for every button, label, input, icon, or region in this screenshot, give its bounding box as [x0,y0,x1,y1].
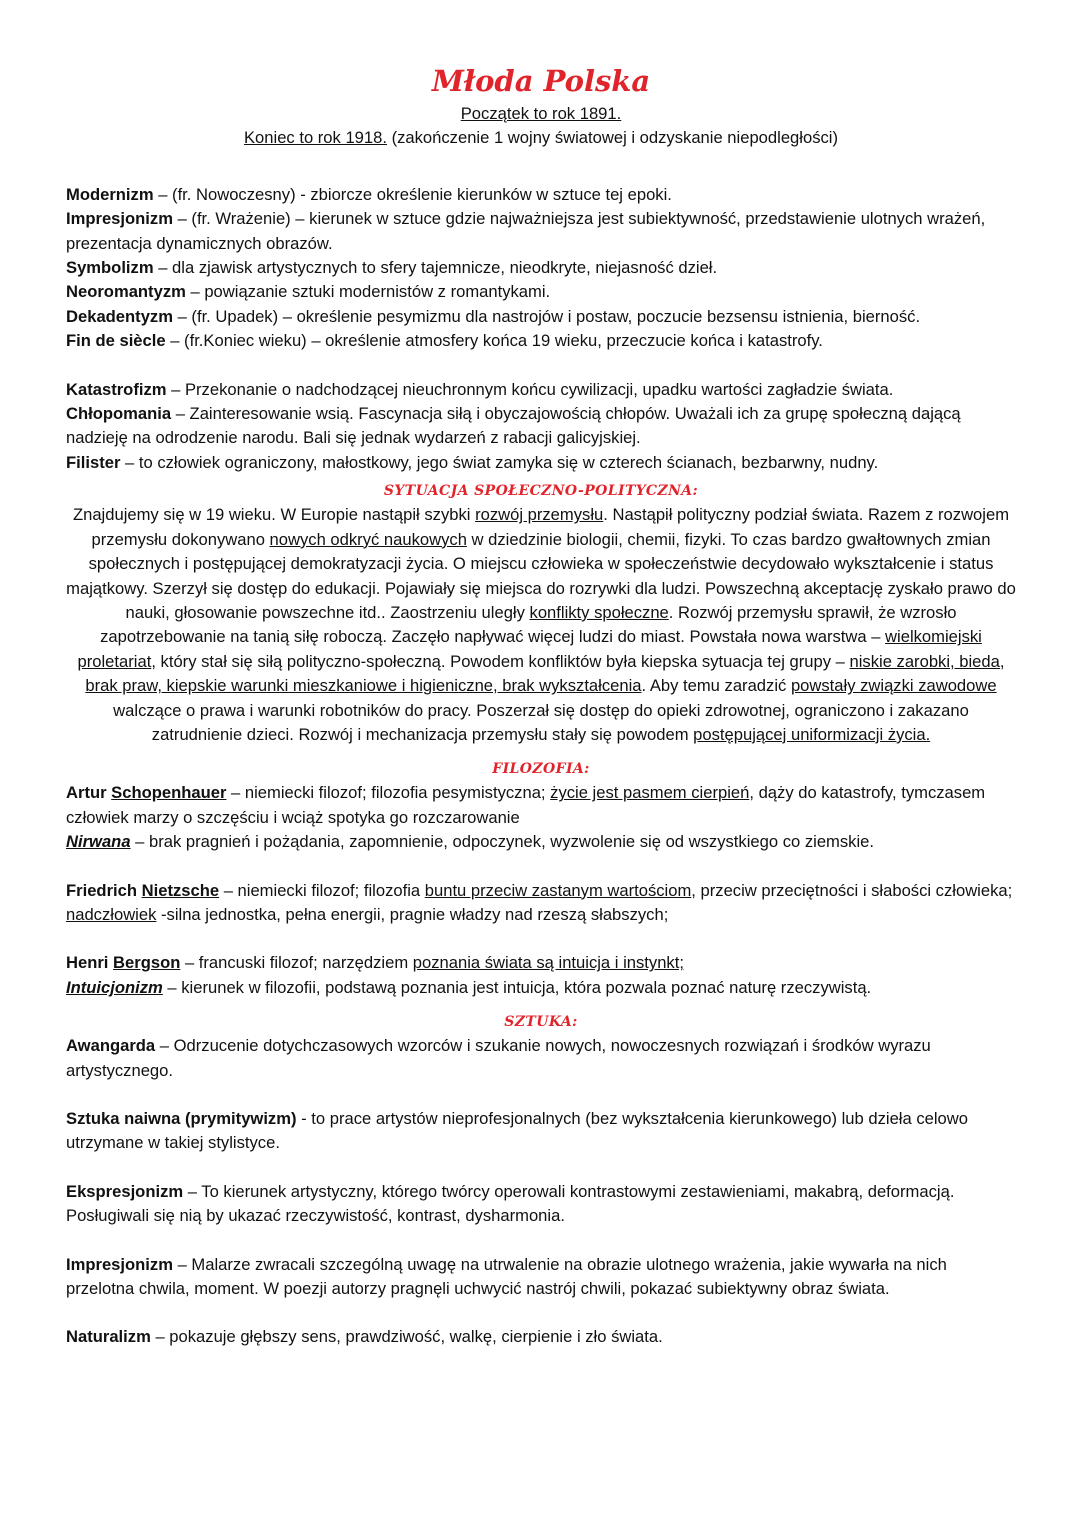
philosophy-text: -silna jednostka, pełna energii, pragnie władzy nad rzeszą słabszych; [156,904,669,924]
term-intuicjonizm [66,976,1016,1000]
definition-term: Symbolizm [66,258,154,278]
definition-text: – To kierunek artystyczny, którego twórcy operowali kontrastowymi zestawieniami, makabrą, deformacją. Posługiwali się nią by ukazać rzeczywistość, kontrast, dysharmonia. [66,1181,955,1226]
end-date-text: Koniec to rok 1918. [243,128,387,148]
social-highlight: rozwój przemysłu [475,505,604,525]
social-text: . Aby temu zaradzić [641,676,791,696]
social-text: walczące o prawa i warunki robotników do pracy. Poszerzał się dostęp do opieki zdrowotnej, ograniczono i zakazano zatrudnienie dzieci. Rozwój i mechanizacja przemysłu stały się powodem [113,700,969,744]
philosophy-highlight: nadczłowiek [66,904,157,924]
philosopher-first-name: Friedrich [66,880,142,900]
philosophy-term: Nirwana [66,832,131,852]
definition [66,280,1016,304]
philosopher-last-name: Nietzsche [141,880,220,900]
end-date-note: (zakończenie 1 wojny światowej i odzyskanie niepodległości) [386,128,838,148]
social-highlight: powstały związki zawodowe [790,676,997,696]
spacer [66,1156,1016,1180]
start-date [66,102,1016,126]
social-text: . Nastąpił polityczny podział świata. Razem z rozwojem przemysłu dokonywano [91,505,1010,549]
philosopher-first-name: Artur [66,783,112,803]
definition [66,329,1016,353]
social-highlight: konflikty społeczne [529,602,669,622]
spacer [66,927,1016,951]
page-title: Młoda Polska [431,64,651,98]
social-highlight: nowych odkryć naukowych [269,529,467,549]
definition [66,183,1016,207]
definition-term: Modernizm [66,184,154,204]
spacer [66,1301,1016,1325]
definition-term: Impresjonizm [66,209,173,229]
philosophy-text: – kierunek w filozofii, podstawą poznania jest intuicja, która pozwala poznać naturę rzeczywistą. [162,977,872,997]
definition [66,451,1016,475]
definition [66,378,1016,402]
definition-text: – to człowiek ograniczony, małostkowy, jego świat zamyka się w czterech ścianach, bezbarwny, nudny. [120,452,879,472]
definition-term: Fin de siècle [66,331,166,351]
philosopher-nietzsche [66,879,1016,928]
spacer [66,855,1016,879]
definition-text: – (fr. Wrażenie) – kierunek w sztuce gdzie najważniejsza jest subiektywność, przedstawienie ulotnych wrażeń, prezentacja dynamicznych obrazów. [66,209,986,253]
art-definition [66,1253,1016,1302]
definition-term: Sztuka naiwna (prymitywizm) [66,1109,297,1128]
spacer [66,1083,1016,1107]
definition-term: Impresjonizm [66,1254,173,1274]
terms-group-1 [66,183,1016,354]
philosopher-last-name: Schopenhauer [111,783,227,803]
philosopher-schopenhauer [66,781,1016,830]
social-highlight: postępującej uniformizacji życia. [693,724,931,744]
philosophy-text: – niemiecki filozof; filozofia pesymistyczna; [226,783,551,803]
art-definition [66,1107,1016,1156]
philosophy-text: – francuski filozof; narzędziem [180,953,413,973]
definition-text: – (fr. Nowoczesny) - zbiorcze określenie kierunków w sztuce tej epoki. [153,184,672,204]
social-text: , który stał się siłą polityczno-społeczną. Powodem konfliktów była kiepska sytuacja tej grupy – [151,651,850,671]
definition-term: Neoromantyzm [66,282,186,302]
social-text: . Rozwój przemysłu sprawił, że wzrosło zapotrzebowanie na tanią siłę roboczą. Zaczęło napływać więcej ludzi do miast. Powstała nowa warstwa – [100,602,957,647]
spacer [66,175,1016,183]
terms-group-2 [66,378,1016,476]
definition-term: Ekspresjonizm [66,1181,184,1201]
spacer [66,354,1016,378]
social-paragraph [66,503,1016,747]
end-date [66,126,1016,150]
philosophy-highlight: poznania świata są intuicja i instynkt; [412,953,684,973]
definition-text: – Zainteresowanie wsią. Fascynacja siłą i obyczajowością chłopów. Uważali ich za grupę społeczną dającą nadzieję na odrodzenie narodu. Bali się jednak wydarzeń z rabacji galicyjskiej. [66,404,961,448]
definition-text: – Odrzucenie dotychczasowych wzorców i szukanie nowych, nowoczesnych rozwiązań i środków wyrazu artystycznego. [66,1036,931,1080]
definition-text: – pokazuje głębszy sens, prawdziwość, walkę, cierpienie i zło świata. [150,1327,663,1347]
philosophy-text: – niemiecki filozof; filozofia [219,880,425,900]
definition-term: Filister [66,452,121,472]
philosophy-text: , dąży do katastrofy, tymczasem człowiek marzy o szczęściu i wciąż spotyka go rozczarowanie [66,783,986,827]
philosopher-last-name: Bergson [113,953,181,973]
philosophy-text: – brak pragnień i pożądania, zapomnienie, odpoczynek, wyzwolenie się od wszystkiego co ziemskie. [130,832,874,852]
social-text: w dziedzinie biologii, chemii, fizyki. To czas bardzo gwałtownych zmian społecznych i postępującej demokratyzacji życia. O miejscu człowieka w społeczeństwie decydowało wykształcenie i status majątkowy. Szerzył się dostęp do edukacji. Pojawiały się miejsca do rozrywki dla ludzi. Powszechną akceptację zyskało prawo do nauki, głosowanie powszechne itd.. Zaostrzeniu uległy [66,529,1016,622]
social-text: Znajdujemy się w 19 wieku. W Europie nastąpił szybki [72,505,476,525]
art-definition [66,1325,1016,1349]
section-heading-social: SYTUACJA SPOŁECZNO-POLITYCZNA: [383,483,699,500]
definition [66,207,1016,256]
definition-text: – (fr. Upadek) – określenie pesymizmu dla nastrojów i postaw, poczucie bezsensu istnienia, bierność. [172,306,921,326]
definition-text: - to prace artystów nieprofesjonalnych (bez wykształcenia kierunkowego) lub dzieła celowo utrzymane w takiej stylistyce. [66,1109,968,1153]
definition-text: – (fr.Koniec wieku) – określenie atmosfery końca 19 wieku, przeczucie końca i katastrofy. [165,331,823,351]
definition-text: – Malarze zwracali szczególną uwagę na utrwalenie na obrazie ulotnego wrażenia, jakie wywarła na nich przelotna chwila, moment. W poezji autorzy pragnęli uchwycić nastrój chwili, pokazać subiektywny obraz świata. [66,1254,947,1299]
definition-text: – powiązanie sztuki modernistów z romantykami. [185,282,551,302]
spacer [66,1229,1016,1253]
definition-term: Chłopomania [66,404,172,424]
art-definition [66,1034,1016,1083]
definition-term: Naturalizm [66,1327,151,1347]
section-heading-philosophy: FILOZOFIA: [492,761,590,778]
definition-term: Awangarda [66,1036,156,1056]
start-date-text: Początek to rok 1891. [460,104,622,123]
definition-term: Katastrofizm [66,379,167,399]
term-nirwana [66,830,1016,854]
philosophy-text: , przeciw przeciętności i słabości człowieka; [691,880,1013,900]
definition-text: – Przekonanie o nadchodzącej nieuchronnym końcu cywilizacji, upadku wartości zagładzie świata. [166,379,894,399]
definition [66,256,1016,280]
philosophy-term: Intuicjonizm [66,977,163,997]
document-page [66,62,1016,1350]
social-highlight: niskie zarobki, bieda, brak praw, kiepskie warunki mieszkaniowe i higieniczne, brak wykształcenia [85,651,1005,696]
philosophy-highlight: buntu przeciw zastanym wartościom [424,880,692,900]
section-heading-art: SZTUKA: [504,1014,578,1031]
spacer [66,151,1016,175]
definition [66,305,1016,329]
philosophy-highlight: życie jest pasmem cierpień [550,783,750,803]
definition-text: – dla zjawisk artystycznych to sfery tajemnicze, nieodkryte, niejasność dzieł. [153,258,718,278]
social-highlight: wielkomiejski proletariat [77,627,982,671]
philosopher-bergson [66,951,1016,975]
art-definition [66,1180,1016,1229]
definition [66,402,1016,451]
philosopher-first-name: Henri [66,953,114,973]
definition-term: Dekadentyzm [66,306,173,326]
